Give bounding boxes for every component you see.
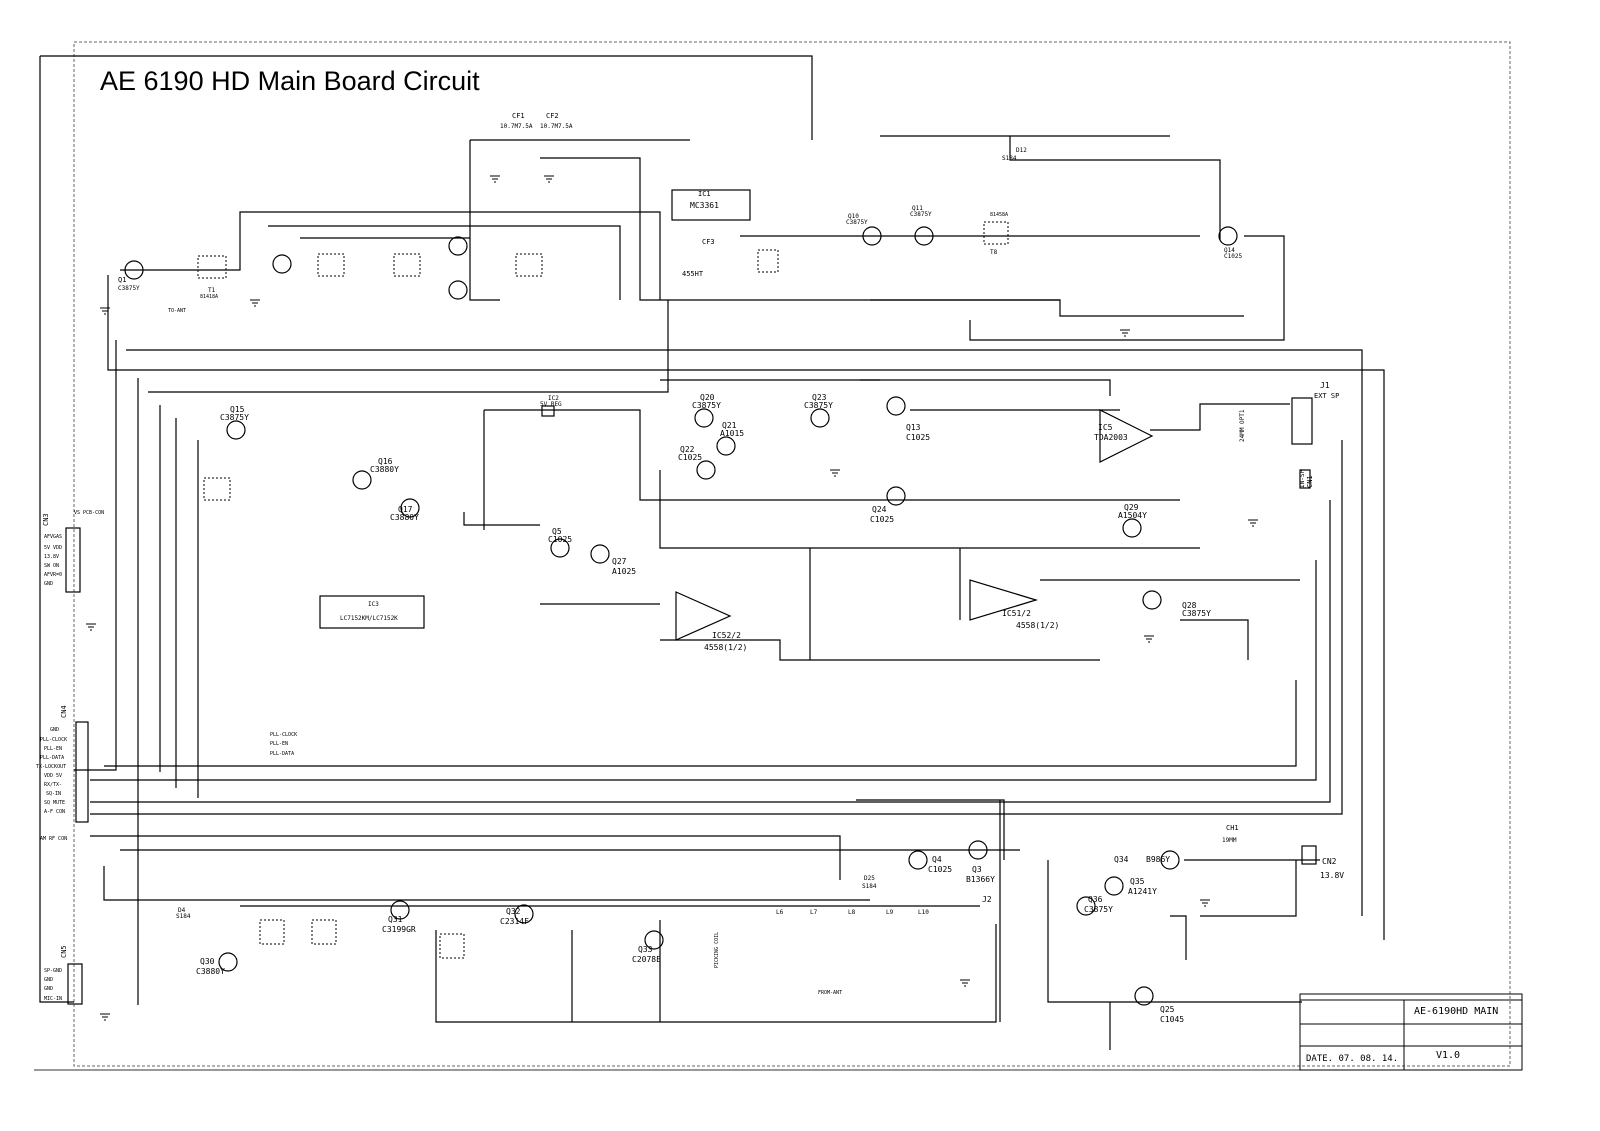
- svg-text:C3875Y: C3875Y: [692, 401, 721, 410]
- svg-text:C3875Y: C3875Y: [1084, 905, 1113, 914]
- title-block-drawing-name: AE-6190HD MAIN: [1414, 1006, 1499, 1017]
- transistor-q8b: [449, 281, 467, 299]
- svg-text:PICKING COIL: PICKING COIL: [714, 931, 720, 968]
- svg-text:B1366Y: B1366Y: [966, 875, 995, 884]
- svg-text:S184: S184: [1002, 155, 1017, 162]
- ic5-part: TDA2003: [1094, 433, 1128, 442]
- transistor-q28: [1143, 591, 1161, 609]
- transistor-q24: [887, 487, 905, 505]
- transformers: [198, 222, 1008, 958]
- svg-text:Q35: Q35: [1130, 877, 1145, 886]
- transistor-q22: [697, 461, 715, 479]
- t1-box: [198, 256, 226, 278]
- svg-text:C2314F: C2314F: [500, 917, 529, 926]
- svg-text:CF2: CF2: [546, 112, 559, 120]
- ic-bodies: [320, 190, 1152, 640]
- svg-text:CN2: CN2: [1322, 857, 1337, 866]
- svg-text:C3880Y: C3880Y: [196, 967, 225, 976]
- cn4-label: CN4: [60, 705, 68, 718]
- svg-text:C1025: C1025: [1224, 253, 1243, 260]
- svg-text:CN1: CN1: [1306, 475, 1314, 488]
- svg-text:C3875Y: C3875Y: [846, 219, 868, 226]
- svg-text:PLL-CLOCK: PLL-CLOCK: [270, 732, 298, 738]
- t7-box: [204, 478, 230, 500]
- ic3-part: LC7152KM/LC7152K: [340, 615, 398, 622]
- svg-text:Q28: Q28: [1182, 601, 1197, 610]
- t8-box: [984, 222, 1008, 244]
- svg-text:24MM OPT1: 24MM OPT1: [1239, 409, 1246, 442]
- svg-text:C1025: C1025: [928, 865, 953, 874]
- misc-labels: [40, 112, 1246, 996]
- svg-text:IN-SP: IN-SP: [1299, 469, 1306, 488]
- ic51-part: 4558(1/2): [1016, 621, 1060, 630]
- svg-text:Q14: Q14: [1224, 247, 1235, 254]
- transistor-symbols: [125, 227, 1237, 1005]
- svg-text:Q23: Q23: [812, 393, 827, 402]
- svg-text:C3875Y: C3875Y: [910, 211, 932, 218]
- svg-text:SQ MUTE: SQ MUTE: [44, 800, 66, 806]
- transistor-q14: [1219, 227, 1237, 245]
- svg-text:A1241Y: A1241Y: [1128, 887, 1157, 896]
- svg-text:C1025: C1025: [548, 535, 573, 544]
- svg-text:A1025: A1025: [612, 567, 637, 576]
- cn3-body: [66, 528, 80, 592]
- transistor-q20: [695, 409, 713, 427]
- svg-text:5V VDD: 5V VDD: [44, 545, 63, 551]
- svg-text:Q1: Q1: [118, 276, 127, 284]
- svg-text:C1045: C1045: [1160, 1015, 1185, 1024]
- transistor-q21: [717, 437, 735, 455]
- svg-text:Q31: Q31: [388, 915, 403, 924]
- svg-text:10.7M7.5A: 10.7M7.5A: [540, 123, 573, 130]
- svg-text:PLL-DATA: PLL-DATA: [270, 751, 295, 757]
- svg-text:C2078E: C2078E: [632, 955, 661, 964]
- svg-text:Q25: Q25: [1160, 1005, 1175, 1014]
- t4-box: [516, 254, 542, 276]
- svg-text:Q27: Q27: [612, 557, 627, 566]
- svg-text:Q4: Q4: [932, 855, 942, 864]
- svg-text:SP-GND: SP-GND: [44, 968, 63, 974]
- svg-text:AM RF CON: AM RF CON: [40, 836, 68, 842]
- svg-text:Q24: Q24: [872, 505, 887, 514]
- svg-text:CF1: CF1: [512, 112, 525, 120]
- svg-text:L7: L7: [810, 909, 818, 916]
- cn5-body: [68, 964, 82, 1004]
- svg-text:CF3: CF3: [702, 238, 715, 246]
- svg-text:C3875Y: C3875Y: [1182, 609, 1211, 618]
- svg-text:D25: D25: [864, 875, 875, 882]
- ic2-part: 5V REG: [540, 401, 562, 408]
- ic2-ref: IC2: [548, 395, 559, 402]
- svg-text:C3880Y: C3880Y: [370, 465, 399, 474]
- svg-text:B986Y: B986Y: [1146, 855, 1171, 864]
- svg-text:L10: L10: [918, 909, 929, 916]
- svg-text:S184: S184: [862, 883, 877, 890]
- svg-text:GND: GND: [44, 986, 54, 992]
- transistor-q15: [227, 421, 245, 439]
- svg-text:VS PCB-CON: VS PCB-CON: [74, 510, 105, 516]
- cn2-body: [1302, 846, 1316, 864]
- j1-body: [1292, 398, 1312, 444]
- svg-text:Q16: Q16: [378, 457, 393, 466]
- transistor-q16: [353, 471, 371, 489]
- transistor-q4: [909, 851, 927, 869]
- svg-text:L6: L6: [776, 909, 784, 916]
- t10-box: [312, 920, 336, 944]
- svg-text:C3875Y: C3875Y: [220, 413, 249, 422]
- svg-text:13.8V: 13.8V: [1320, 871, 1345, 880]
- svg-text:TO-ANT: TO-ANT: [168, 308, 187, 314]
- svg-text:Q5: Q5: [552, 527, 562, 536]
- transistor-q9: [449, 237, 467, 255]
- svg-text:CH1: CH1: [1226, 824, 1239, 832]
- cn5-label: CN5: [60, 945, 68, 958]
- transistor-q27: [591, 545, 609, 563]
- svg-text:MIC-IN: MIC-IN: [44, 996, 63, 1002]
- cn4-body: [76, 722, 88, 822]
- ground-symbols: [86, 176, 1258, 1020]
- svg-text:Q33: Q33: [638, 945, 653, 954]
- transistor-q35: [1105, 877, 1123, 895]
- svg-text:PLL-CLOCK: PLL-CLOCK: [40, 737, 68, 743]
- svg-text:C1025: C1025: [906, 433, 931, 442]
- svg-text:L8: L8: [848, 909, 856, 916]
- connector-labels: [36, 381, 1344, 1002]
- svg-text:T1: T1: [208, 287, 216, 294]
- svg-text:Q22: Q22: [680, 445, 695, 454]
- ic52-ref: IC52/2: [712, 631, 741, 640]
- svg-text:GND: GND: [44, 581, 54, 587]
- ic52-part: 4558(1/2): [704, 643, 748, 652]
- diagram-title: AE 6190 HD Main Board Circuit: [100, 66, 480, 96]
- svg-text:VDD 5V: VDD 5V: [44, 773, 63, 779]
- svg-text:C1025: C1025: [678, 453, 703, 462]
- svg-text:A1504Y: A1504Y: [1118, 511, 1147, 520]
- transistor-q8: [273, 255, 291, 273]
- transistor-q29: [1123, 519, 1141, 537]
- svg-text:Q17: Q17: [398, 505, 413, 514]
- svg-text:Q30: Q30: [200, 957, 215, 966]
- svg-text:SQ-IN: SQ-IN: [46, 791, 62, 797]
- svg-text:Q32: Q32: [506, 907, 521, 916]
- svg-text:J1: J1: [1320, 381, 1330, 390]
- svg-text:L9: L9: [886, 909, 894, 916]
- title-block-version: V1.0: [1436, 1050, 1461, 1061]
- svg-text:455HT: 455HT: [682, 270, 704, 278]
- svg-text:SW ON: SW ON: [44, 563, 60, 569]
- svg-text:A1015: A1015: [720, 429, 745, 438]
- svg-text:Q21: Q21: [722, 421, 737, 430]
- svg-text:Q10: Q10: [848, 213, 859, 220]
- ic5-ref: IC5: [1098, 423, 1113, 432]
- svg-text:Q29: Q29: [1124, 503, 1139, 512]
- title-block-date: DATE. 07. 08. 14.: [1306, 1054, 1399, 1064]
- svg-text:RX/TX-: RX/TX-: [44, 782, 63, 788]
- svg-text:C3199GR: C3199GR: [382, 925, 416, 934]
- svg-text:J2: J2: [982, 895, 992, 904]
- svg-text:PLL-DATA: PLL-DATA: [40, 755, 65, 761]
- svg-text:Q36: Q36: [1088, 895, 1103, 904]
- svg-text:10.7M7.5A: 10.7M7.5A: [500, 123, 533, 130]
- transistor-q13: [887, 397, 905, 415]
- svg-text:AFVR=0: AFVR=0: [44, 572, 63, 578]
- svg-text:19MM: 19MM: [1222, 837, 1237, 844]
- svg-text:FROM-ANT: FROM-ANT: [818, 990, 843, 996]
- svg-text:EXT SP: EXT SP: [1314, 392, 1340, 400]
- svg-text:C1025: C1025: [870, 515, 895, 524]
- cf3-box: [758, 250, 778, 272]
- svg-text:S184: S184: [176, 913, 191, 920]
- component-labels: [118, 190, 1242, 1024]
- svg-text:AFVGAS: AFVGAS: [44, 534, 63, 540]
- svg-text:Q15: Q15: [230, 405, 245, 414]
- svg-text:D12: D12: [1016, 147, 1027, 154]
- drawing-frame: [74, 42, 1510, 1066]
- t11-box: [440, 934, 464, 958]
- svg-text:A-F CON: A-F CON: [44, 809, 66, 815]
- svg-text:Q34: Q34: [1114, 855, 1129, 864]
- t9-box: [260, 920, 284, 944]
- ic1-part: MC3361: [690, 201, 719, 210]
- ic3-ref: IC3: [368, 601, 379, 608]
- svg-text:C3875Y: C3875Y: [118, 285, 140, 292]
- svg-text:GND: GND: [50, 727, 60, 733]
- ic51-ref: IC51/2: [1002, 609, 1031, 618]
- svg-text:Q3: Q3: [972, 865, 982, 874]
- svg-text:Q11: Q11: [912, 205, 923, 212]
- cn3-label: CN3: [42, 513, 50, 526]
- t3-box: [394, 254, 420, 276]
- svg-text:13.8V: 13.8V: [44, 554, 60, 560]
- svg-text:D4: D4: [178, 907, 186, 914]
- svg-text:C3875Y: C3875Y: [804, 401, 833, 410]
- t2-box: [318, 254, 344, 276]
- ic1-ref: IC1: [698, 190, 711, 198]
- svg-text:PLL-EN: PLL-EN: [44, 746, 63, 752]
- svg-text:Q13: Q13: [906, 423, 921, 432]
- svg-text:81418A: 81418A: [200, 294, 219, 300]
- transistor-q23: [811, 409, 829, 427]
- svg-text:T8: T8: [990, 249, 998, 256]
- svg-text:81458A: 81458A: [990, 212, 1009, 218]
- svg-text:TX-LOCKOUT: TX-LOCKOUT: [36, 764, 67, 770]
- svg-text:Q20: Q20: [700, 393, 715, 402]
- connector-bodies: [66, 398, 1316, 1004]
- svg-text:C3880Y: C3880Y: [390, 513, 419, 522]
- svg-text:GND: GND: [44, 977, 54, 983]
- svg-text:PLL-EN: PLL-EN: [270, 741, 289, 747]
